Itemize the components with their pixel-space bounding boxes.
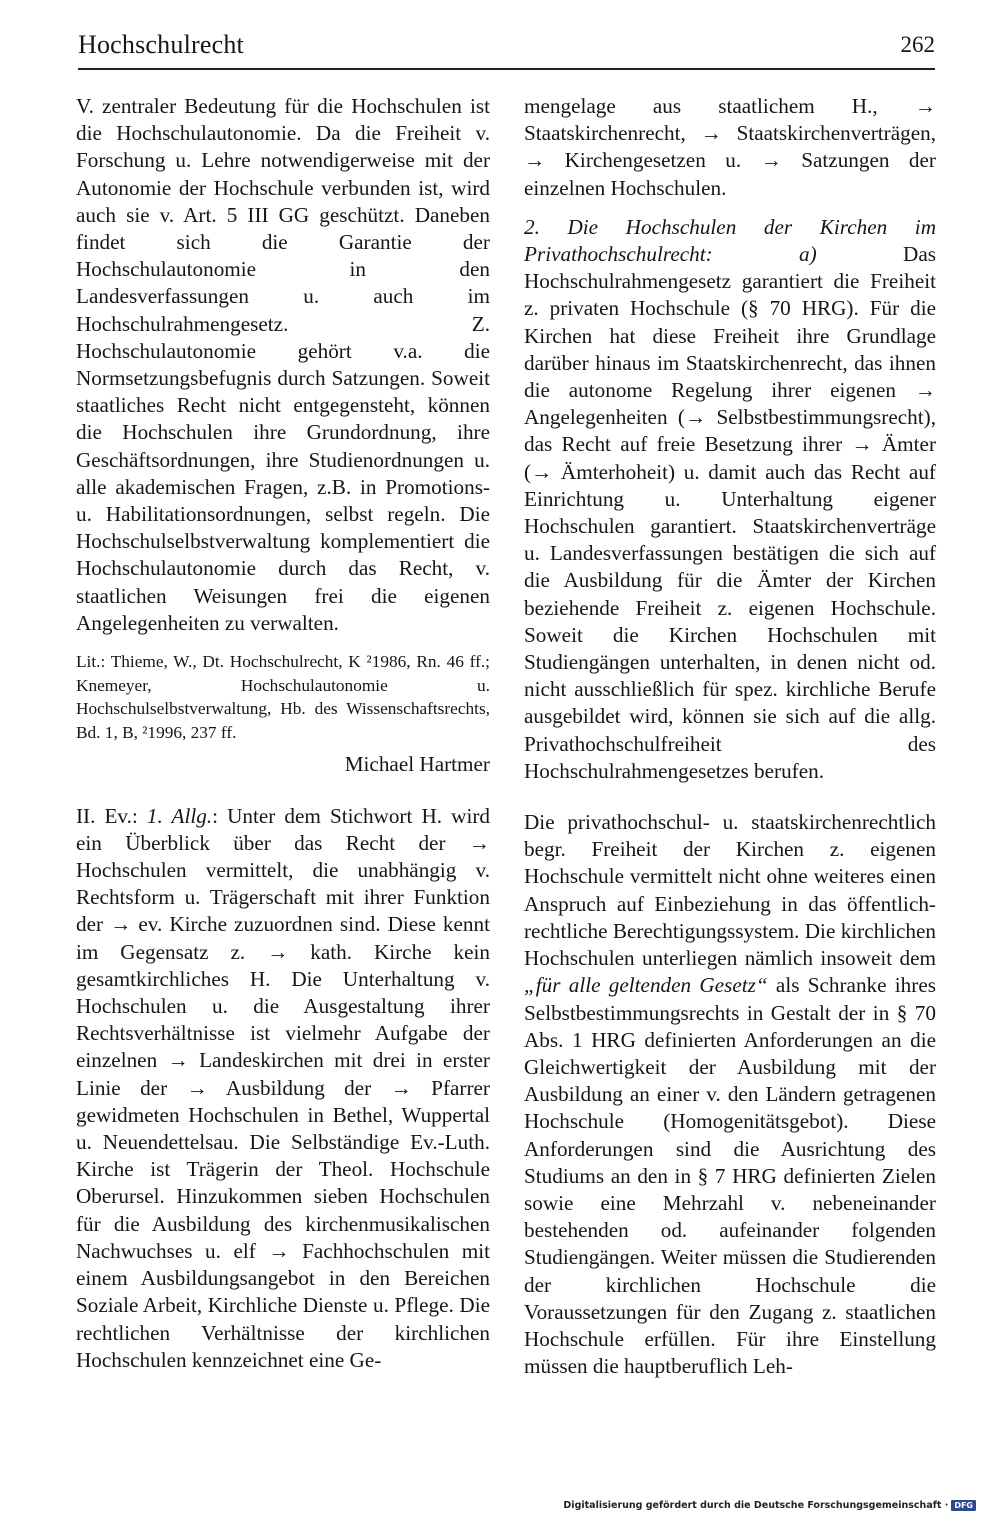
digitization-credit	[563, 1500, 976, 1511]
autonomy-paragraph: V. zentraler Bedeutung für die Hochschulen ist die Hochschulautonomie. Da die Freiheit v. Forschung u. Lehre notwendigerweise mit der Autonomie der Hochschule verbunden ist, wird auch sie v. Art. 5 III GG geschützt. Daneben findet sich die Garantie der Hochschulautonomie in den Landesverfassungen u. auch im Hochschulrahmengesetz. Z. Hochschulautonomie gehört v.a. die Normsetzungsbefugnis durch Satzungen. Soweit staatliches Recht nicht entgegensteht, können die Hochschulen ihre Grundordnung, ihre Geschäftsordnungen, ihre Studienordnungen u. alle akademischen Fragen, z.B. in Promotions- u. Habilitationsordnungen, selbst regeln. Die Hochschulselbstverwaltung komplementiert die Hochschulautonomie durch das Recht, v. staatlichen Weisungen frei die eigenen Angelegenheiten zu verwalten.	[76, 94, 490, 635]
section-ev-subheading: 1. Allg.	[146, 803, 213, 828]
entitlement-text-a: Die privathochschul- u. staatskirchenrechtlich begr. Freiheit der Kirchen z. eigenen Hochschule vermittelt nicht ohne weiteres einen Anspruch auf Einbeziehung in das öffentlich-rechtliche Berechtigungssystem. Die kirchlichen Hochschulen unterliegen nämlich insoweit dem	[524, 810, 936, 971]
literature-reference: Lit.: Thieme, W., Dt. Hochschulrecht, K ²1986, Rn. 46 ff.; Knemeyer, Hochschulautonomie u. Hochschulselbstverwaltung, Hb. des Wissenschaftsrechts, Bd. 1, B, ²1996, 237 ff.	[76, 652, 490, 742]
dfg-logo: DFG	[951, 1500, 976, 1511]
entitlement-text-b: als Schranke ihres Selbstbestimmungsrechts in Gestalt der in § 70 Abs. 1 HRG definierten Anforderungen an die Gleichwertigkeit der Ausbildung mit der Ausbildung an einer v. den Ländern getragenen Hochschule (Homogenitätsgebot). Diese Anforderungen sind die Ausrichtung des Studiums an den in § 7 HRG definierten Zielen sowie eine Mehrzahl v. nebeneinander bestehenden od. aufeinander folgenden Studiengängen. Weiter müssen die Studierenden der kirchlichen Hochschule die Voraussetzungen für den Zugang z. staatlichen Hochschule erfüllen. Für ihre Einstellung müssen die hauptberuflich Leh-	[524, 973, 936, 1379]
left-column	[76, 93, 490, 1374]
section-ev-lead: II. Ev.:	[76, 803, 147, 828]
page-number: 262	[900, 32, 935, 57]
private-law-subheading: 2. Die Hochschulen der Kirchen im Privathochschulrecht: a)	[524, 214, 936, 267]
section-ev-paragraph	[76, 803, 490, 1374]
entitlement-paragraph	[524, 809, 936, 1380]
author-signature: Michael Hartmer	[344, 752, 490, 777]
continuation-paragraph: mengelage aus staatlichem H., → Staatskirchenrecht, → Staatskirchenverträgen, → Kirchengesetzen u. → Satzungen der einzelnen Hochschulen.	[524, 94, 936, 200]
section-ev-text: : Unter dem Stichwort H. wird ein Überblick über das Recht der → Hochschulen vermittelt, die unabhängig v. Rechtsform u. Trägerschaft mit ihrer Funktion der → ev. Kirche zuzuordnen sind. Diese kennt im Gegensatz z. → kath. Kirche kein gesamtkirchliches H. Die Unterhaltung v. Hochschulen u. die Ausgestaltung ihrer Rechtsverhältnisse ist vielmehr Aufgabe der einzelnen → Landeskirchen mit drei in erster Linie der → Ausbildung der → Pfarrer gewidmeten Hochschulen in Bethel, Wuppertal u. Neuendettelsau. Die Selbständige Ev.-Luth. Kirche ist Trägerin der Theol. Hochschule Oberursel. Hinzukommen sieben Hochschulen für die Ausbildung des kirchenmusikalischen Nachwuchses u. elf → Fachhochschulen mit einem Ausbildungsangebot in den Bereichen Soziale Arbeit, Kirchliche Dienste u. Pflege. Die rechtlichen Verhältnisse der kirchlichen Hochschulen kennzeichnet eine Ge-	[76, 803, 490, 1372]
private-law-paragraph	[524, 214, 936, 785]
credit-text: Digitalisierung gefördert durch die Deutsche Forschungsgemeinschaft ·	[563, 1500, 949, 1511]
running-head: Hochschulrecht	[78, 30, 244, 59]
private-law-text: Das Hochschulrahmengesetz garantiert die Freiheit z. privaten Hochschule (§ 70 HRG). Für die Kirchen hat diese Freiheit ihre Grundlage darüber hinaus im Staatskirchenrecht, das ihnen die autonome Regelung ihrer eigenen → Angelegenheiten (→ Selbstbestimmungsrecht), das Recht auf freie Besetzung ihrer → Ämter (→ Ämterhoheit) u. damit auch das Recht auf Einrichtung u. Unterhaltung eigener Hochschulen garantiert. Staatskirchenverträge u. Landesverfassungen bestätigen die sich auf die Ausbildung für die Ämter der Kirchen beziehende Freiheit z. eigenen Hochschule. Soweit die Kirchen Hochschulen mit Studiengängen unterhalten, in denen nicht od. nicht ausschließlich für spez. kirchliche Berufe ausgebildet wird, können sie sich auf die allg. Privathochschulfreiheit des Hochschulrahmengesetzes berufen.	[524, 242, 936, 783]
header-rule	[78, 68, 935, 70]
right-column	[524, 93, 936, 1380]
page-header	[78, 28, 935, 72]
entitlement-quote: „für alle geltenden Gesetz“	[524, 973, 768, 998]
